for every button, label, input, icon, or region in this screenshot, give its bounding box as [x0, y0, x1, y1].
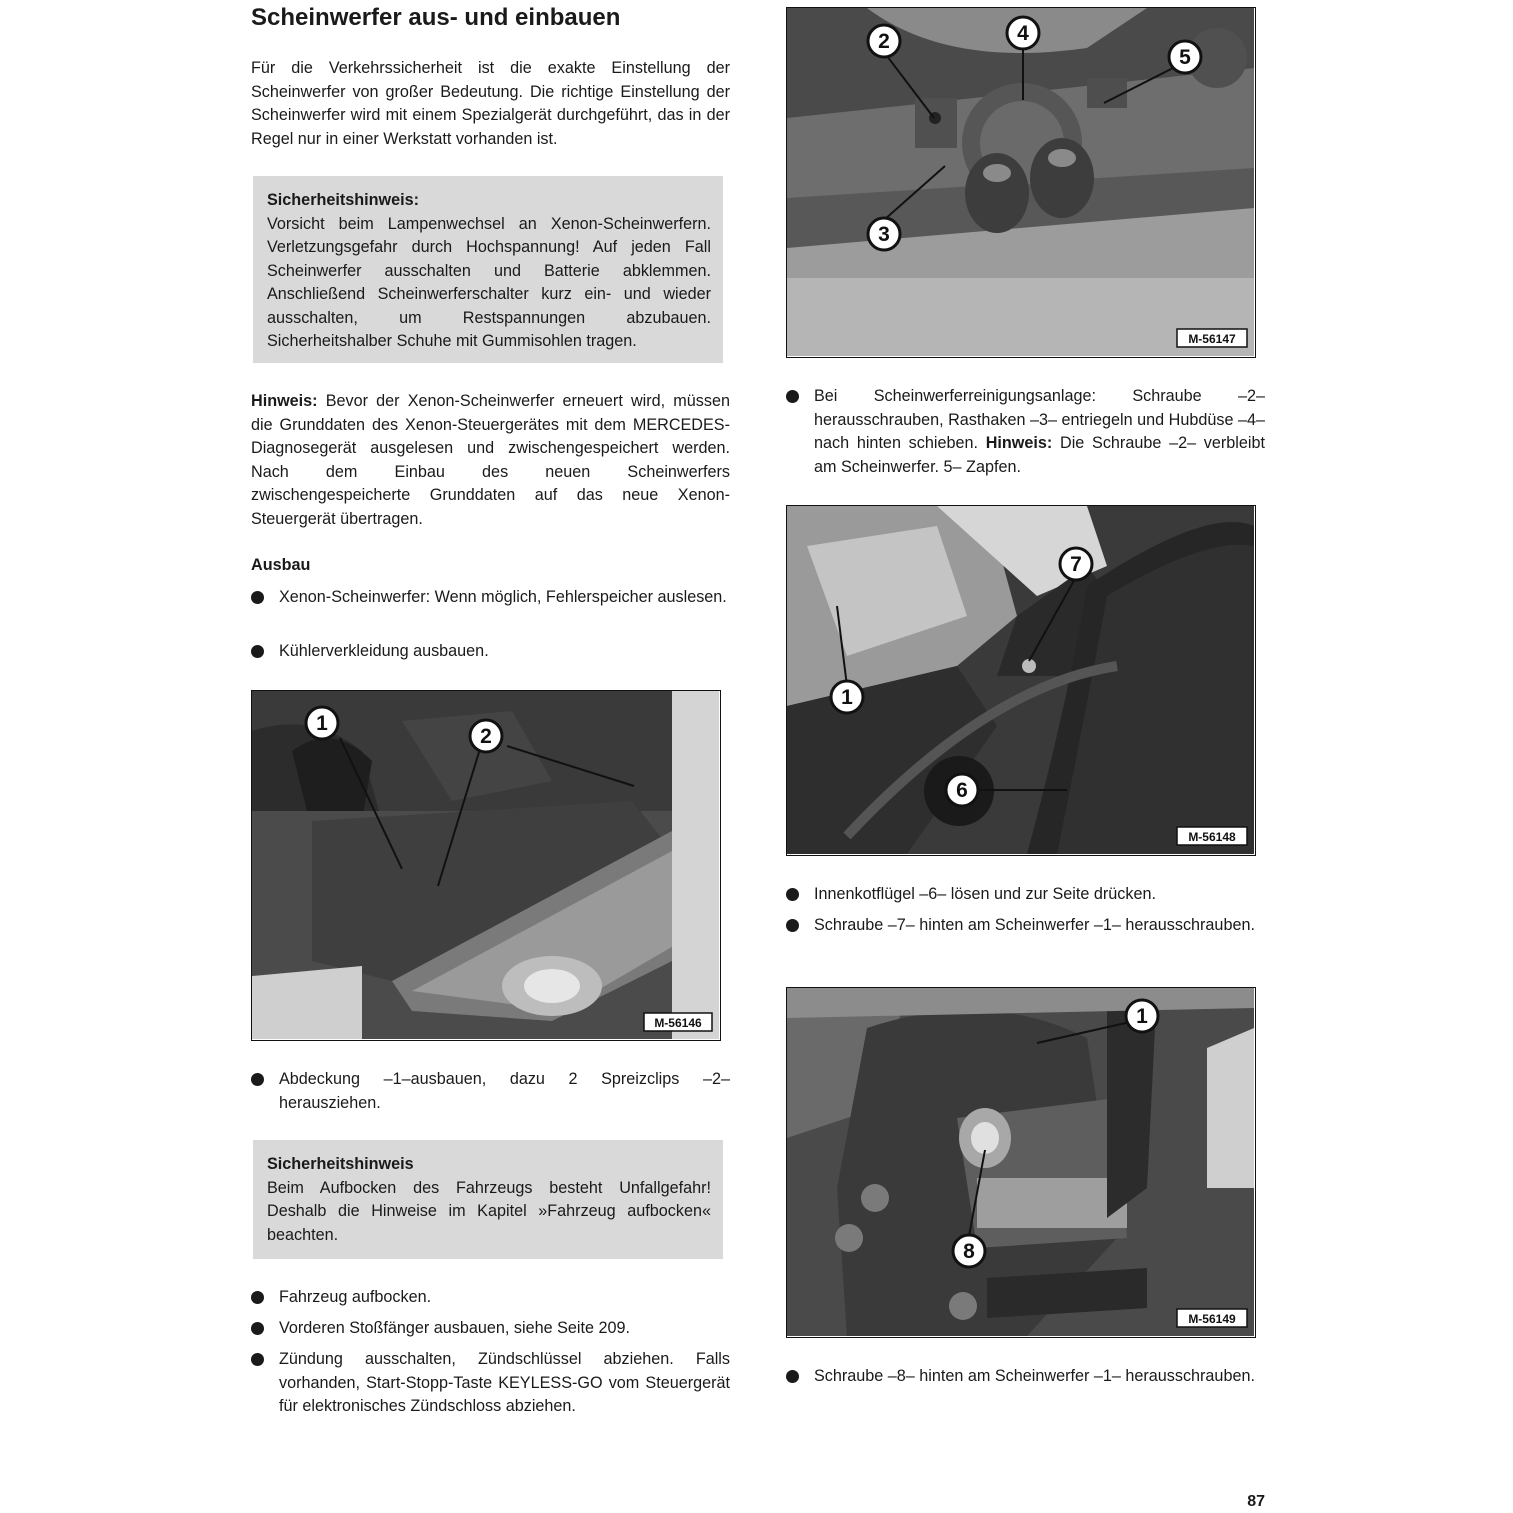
- list-item-text: Fahrzeug aufbocken.: [279, 1288, 432, 1306]
- engine-bay-photo: [252, 691, 719, 1039]
- safety-note-heading: Sicherheitshinweis:: [267, 191, 420, 209]
- safety-note-box-2: [253, 1140, 723, 1259]
- list-item: [786, 883, 1265, 907]
- list-item-text: Schraube –7– hinten am Scheinwerfer –1– herausschrauben.: [814, 916, 1255, 934]
- list-item: [251, 640, 730, 664]
- bullet-icon: [251, 1353, 264, 1366]
- callout-label: 5: [1179, 46, 1191, 69]
- bullet-icon: [251, 1073, 264, 1086]
- list-item-text: Innenkotflügel –6– lösen und zur Seite drücken.: [814, 885, 1156, 903]
- list-item: [786, 1365, 1265, 1413]
- list-item: [251, 1068, 730, 1116]
- headlamp-rear-photo: [787, 988, 1254, 1336]
- list-item-text: Abdeckung –1–ausbauen, dazu 2 Spreizclips –2– herausziehen.: [279, 1070, 730, 1112]
- figure-code: M-56147: [1188, 332, 1236, 346]
- figure-code: M-56149: [1188, 1312, 1236, 1326]
- figure-m56147: [786, 7, 1256, 358]
- ausbau-heading: Ausbau: [251, 556, 311, 574]
- list-item-text: Schraube –8– hinten am Scheinwerfer –1– herausschrauben.: [814, 1367, 1255, 1385]
- list-item-text: Bei Scheinwerferreinigungsanlage: Schraube –2– herausschrauben, Rasthaken –3– entriegeln und Hubdüse –4– nach hinten schieben. Hinweis: Die Schraube –2– verbleibt am Scheinwerfer. 5– Zapfen.: [814, 387, 1265, 476]
- page-title: Scheinwerfer aus- und einbauen: [251, 4, 621, 31]
- wheel-arch-photo: [787, 506, 1254, 854]
- headlamp-washer-photo: [787, 8, 1254, 356]
- safety-note-text: Beim Aufbocken des Fahrzeugs besteht Unfallgefahr! Deshalb die Hinweise im Kapitel »Fahrzeug aufbocken« beachten.: [267, 1178, 711, 1244]
- figure-m56146: [251, 690, 721, 1041]
- list-item-text: Zündung ausschalten, Zündschlüssel abziehen. Falls vorhanden, Start-Stopp-Taste KEYLESS-GO vom Steuergerät für elektronisches Zündschloss abziehen.: [279, 1350, 730, 1415]
- hint-text: Bevor der Xenon-Scheinwerfer erneuert wird, müssen die Grunddaten des Xenon-Steuergerätes mit dem MERCEDES-Diagnosegerät ausgelesen und zwischengespeichert werden. Nach dem Einbau des neuen Scheinwerfers zwischengespeicherte Grunddaten auf das neue Xenon-Steuergerät übertragen.: [251, 392, 730, 528]
- intro-paragraph: [251, 57, 730, 151]
- callout-label: 1: [1136, 1005, 1148, 1028]
- list-item: [251, 1286, 730, 1310]
- callout-label: 8: [963, 1240, 975, 1263]
- list-item: [786, 385, 1265, 481]
- callout-label: 7: [1070, 553, 1082, 576]
- hint-label: Hinweis:: [985, 434, 1053, 452]
- safety-note-box: [253, 176, 723, 363]
- list-item-text: Kühlerverkleidung ausbauen.: [279, 642, 489, 660]
- bullet-icon: [786, 1370, 799, 1383]
- figure-code: M-56146: [654, 1016, 702, 1030]
- bullet-icon: [251, 645, 264, 658]
- list-item-text: Vorderen Stoßfänger ausbauen, siehe Seite 209.: [279, 1319, 630, 1337]
- bullet-icon: [786, 888, 799, 901]
- bullet-icon: [786, 390, 799, 403]
- callout-label: 1: [841, 686, 853, 709]
- hint-label: Hinweis:: [251, 392, 318, 410]
- intro-text: Für die Verkehrssicherheit ist die exakte Einstellung der Scheinwerfer von großer Bedeutung. Die richtige Einstellung der Scheinwerfer wird mit einem Spezialgerät durchgeführt, das in der Regel nur in einer Werkstatt vorhanden ist.: [251, 59, 730, 148]
- hint-paragraph: [251, 390, 730, 531]
- bullet-icon: [251, 591, 264, 604]
- page-number: 87: [1247, 1493, 1265, 1510]
- bullet-icon: [251, 1322, 264, 1335]
- figure-m56149: [786, 987, 1256, 1338]
- figure-m56148: [786, 505, 1256, 856]
- bullet-icon: [251, 1291, 264, 1304]
- list-item-text: Xenon-Scheinwerfer: Wenn möglich, Fehlerspeicher auslesen.: [279, 588, 727, 606]
- safety-note-heading: Sicherheitshinweis: [267, 1155, 414, 1173]
- callout-label: 2: [480, 725, 492, 748]
- callout-label: 6: [956, 779, 968, 802]
- callout-label: 1: [316, 712, 328, 735]
- bullet-icon: [786, 919, 799, 932]
- safety-note-text: Vorsicht beim Lampenwechsel an Xenon-Scheinwerfern. Verletzungsgefahr durch Hochspannung! Auf jeden Fall Scheinwerfer ausschalten und Batterie abklemmen. Anschließend Scheinwerferschalter kurz ein- und wieder ausschalten, um Restspannungen abzubauen. Sicherheitshalber Schuhe mit Gummisohlen tragen.: [267, 214, 711, 350]
- callout-label: 2: [878, 30, 890, 53]
- list-item: [786, 914, 1265, 962]
- list-item: [251, 586, 730, 634]
- figure-code: M-56148: [1188, 830, 1236, 844]
- callout-label: 3: [878, 223, 890, 246]
- list-item: [251, 1348, 730, 1420]
- callout-label: 4: [1017, 22, 1029, 45]
- list-item: [251, 1317, 730, 1341]
